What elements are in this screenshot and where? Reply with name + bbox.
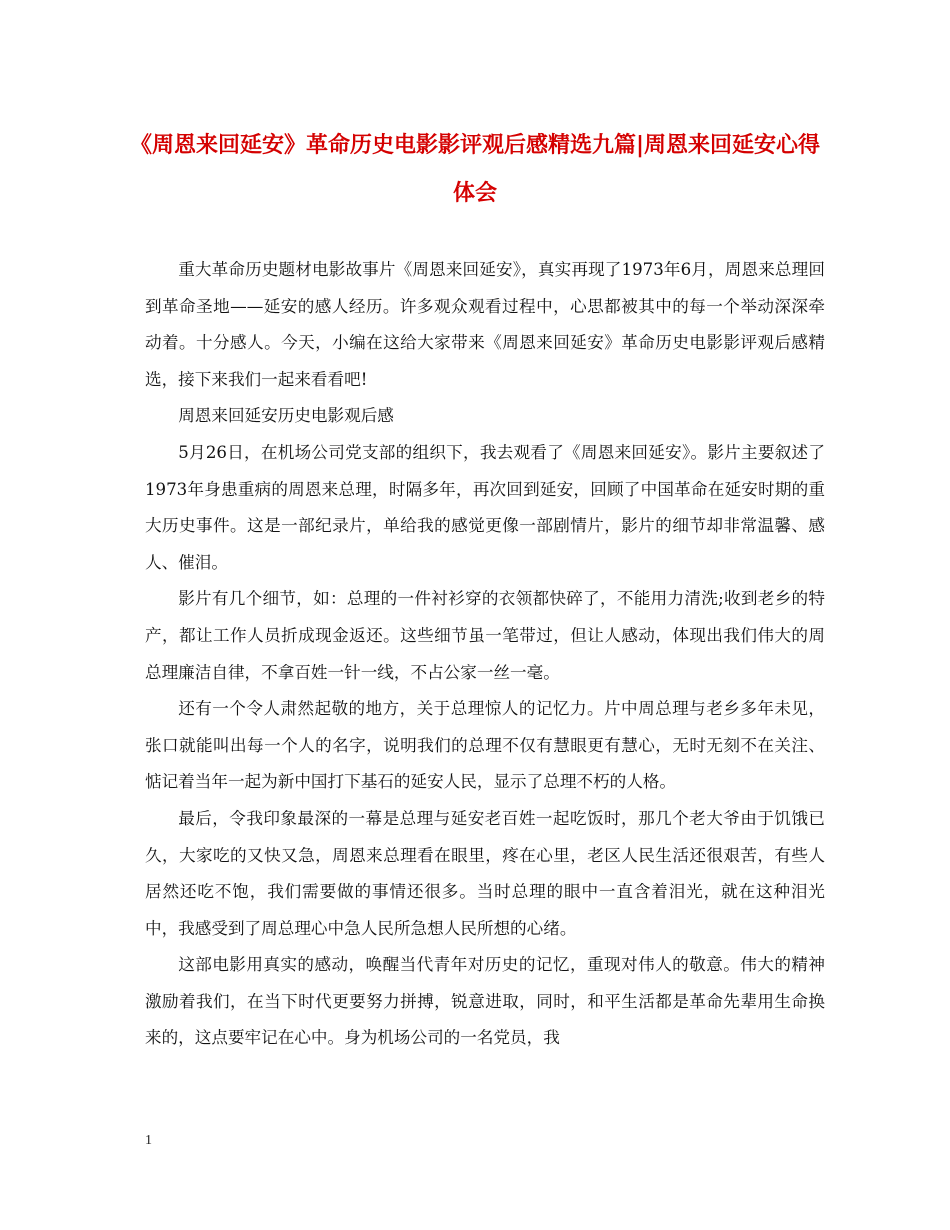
paragraph-memory: 还有一个令人肃然起敬的地方，关于总理惊人的记忆力。片中周总理与老乡多年未见，张口就能叫出每一个人的名字，说明我们的总理不仅有慧眼更有慧心，无时无刻不在关注、惦记着当年一起为新中国打下基石的延安人民，显示了总理不朽的人格。	[145, 699, 825, 792]
document-body	[145, 252, 825, 1057]
paragraph-details: 影片有几个细节，如：总理的一件衬衫穿的衣领都快碎了，不能用力清洗;收到老乡的特产，都让工作人员折成现金返还。这些细节虽一笔带过，但让人感动，体现出我们伟大的周总理廉洁自律，不拿百姓一针一线，不占公家一丝一毫。	[145, 589, 825, 682]
paragraph-screening: 5月26日，在机场公司党支部的组织下，我去观看了《周恩来回延安》。影片主要叙述了1973年身患重病的周恩来总理，时隔多年，再次回到延安，回顾了中国革命在延安时期的重大历史事件。这是一部纪录片，单给我的感觉更像一部剧情片，影片的细节却非常温馨、感人、催泪。	[145, 442, 825, 572]
paragraph-conclusion: 这部电影用真实的感动，唤醒当代青年对历史的记忆，重现对伟人的敬意。伟大的精神激励着我们，在当下时代更要努力拼搏，锐意进取，同时，和平生活都是革命先辈用生命换来的，这点要牢记在心中。身为机场公司的一名党员，我	[145, 955, 825, 1048]
document-title: 《周恩来回延安》革命历史电影影评观后感精选九篇|周恩来回延安心得体会	[129, 133, 821, 206]
paragraph-meal-scene: 最后，令我印象最深的一幕是总理与延安老百姓一起吃饭时，那几个老大爷由于饥饿已久，大家吃的又快又急，周恩来总理看在眼里，疼在心里，老区人民生活还很艰苦，有些人居然还吃不饱，我们需要做的事情还很多。当时总理的眼中一直含着泪光，就在这种泪光中，我感受到了周总理心中急人民所急想人民所想的心绪。	[145, 808, 825, 938]
page-number: 1	[145, 1133, 152, 1148]
paragraph-intro: 重大革命历史题材电影故事片《周恩来回延安》，真实再现了1973年6月，周恩来总理回到革命圣地——延安的感人经历。许多观众观看过程中，心思都被其中的每一个举动深深牵动着。十分感人。今天，小编在这给大家带来《周恩来回延安》革命历史电影影评观后感精选，接下来我们一起来看看吧!	[145, 260, 825, 389]
paragraph-subheading: 周恩来回延安历史电影观后感	[178, 406, 394, 426]
